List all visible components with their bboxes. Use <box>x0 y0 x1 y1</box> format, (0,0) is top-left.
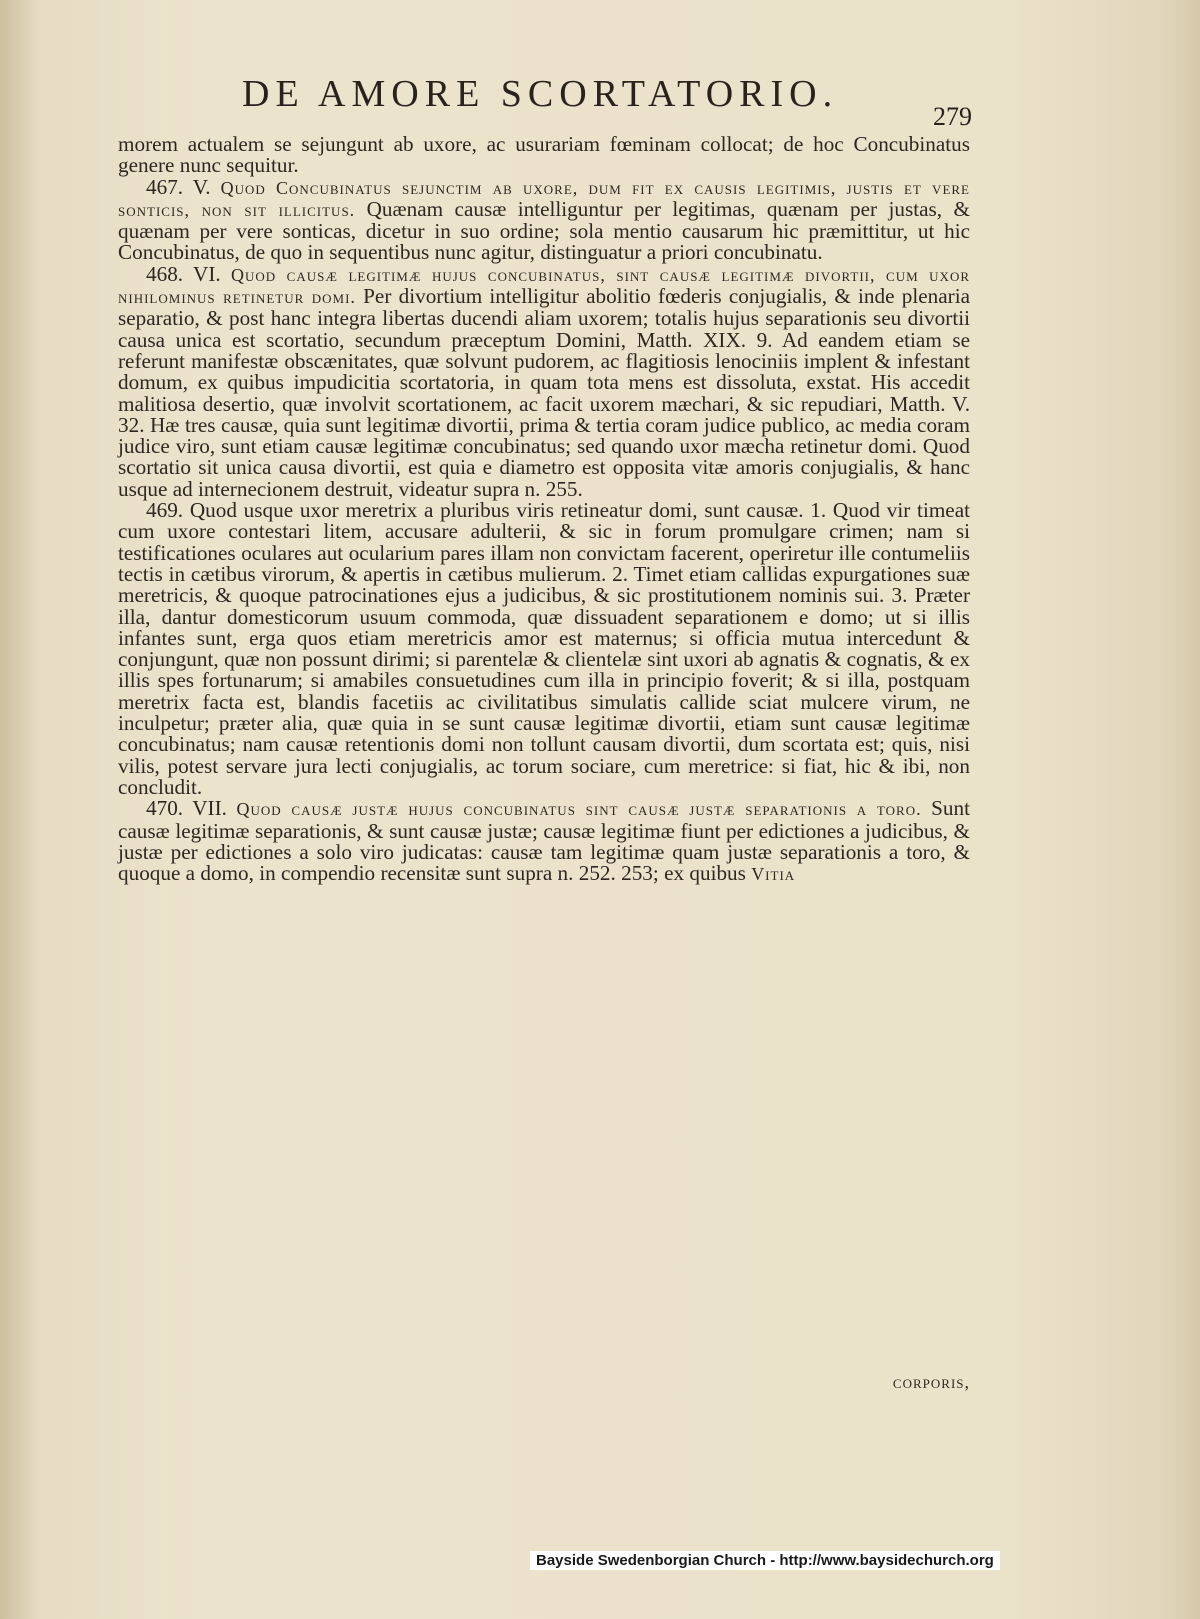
paragraph-467 <box>118 174 970 265</box>
section-number: 469. <box>146 498 184 523</box>
paragraph-text: Sunt causæ legitimæ separationis, & sunt causæ justæ; causæ legitimæ fiunt per edictiones a judicibus, & justæ per edictiones a solo viro judicatas: causæ tam legitimæ quam justæ separationis a toro, & quoque a domo, in compendio recensitæ sunt supra n. 252. 253; ex quibus <box>118 796 970 886</box>
paragraph-text: Quod usque uxor meretrix a pluribus viris retineatur domi, sunt causæ. 1. Quod vir timeat cum uxore contestari litem, accusare adulterii, & sic in forum promulgare crimen; nam si testificationes oculares aut ocularium pares illam non convictam facerent, operiretur ille contumeliis tectis in cætibus virorum, & apertis in cætibus mulierum. 2. Timet etiam callidas expurgationes suæ meretricis, & quoque patrocinationes ejus a judicibus, & sic prostitutionem nominis sui. 3. Præter illa, dantur domesticorum usuum commoda, quæ dissuadent separationem e domo; ut si illis infantes sunt, erga quos etiam meretricis amor est maternus; si officia mutua intercedunt & conjungunt, quæ non possunt dirimi; si parentelæ & clientelæ sint uxori ab agnatis & cognatis, & ex illis spes fortunarum; si amabiles consuetudines cum illa in principio foverit; & si illa, postquam meretrix facta est, blandis facetiis ac civilitatibus simulatis callide sciat mulcere virum, ne inculpetur; præter alia, quæ quia in se sunt causæ legitimæ divortii, etiam sunt causæ legitimæ concubinatus; nam causæ retentionis domi non tollunt causam divortii, dum scortata est; quis, nisi vilis, potest servare jura lecti conjugialis, ac torum sociare, cum meretrice: si fiat, hic & ibi, non concludit. <box>118 498 971 799</box>
paragraph-text: Per divortium intelligitur abolitio fœderis conjugialis, & inde plenaria separatio, & post hanc integra libertas ducendi aliam uxorem; totalis hujus separationis seu divortii causa unica est scortatio, secundum præceptum Domini, Matth. XIX. 9. Ad eandem etiam se referunt manifestæ obscænitates, quæ solvunt pudorem, ac flagitiosis lenociniis implent & infestant domum, ex quibus impudicitia scortatoria, in quam tota mens est dissoluta, exstat. His accedit malitiosa desertio, quæ involvit scortationem, ac facit uxorem mæchari, & sic repudiari, Matth. V. 32. Hæ tres causæ, quia sunt legitimæ divortii, prima & tertia coram judice publico, ac media coram judice viro, sunt etiam causæ legitimæ concubinatus; sed quando uxor mæcha retinetur domi. Quod scortatio sit unica causa divortii, est quia e diametro est opposita vitæ amoris conjugialis, & hanc usque ad internecionem destruit, videatur supra n. 255. <box>118 284 970 501</box>
section-number: 468. VI. <box>146 261 221 286</box>
catchword: corporis, <box>892 1372 970 1392</box>
paragraph-470 <box>118 798 970 885</box>
section-heading: Quod causæ legitimæ hujus concubinatus, sint causæ legitimæ divortii, cum uxor nihilominus retinetur domi. <box>118 264 970 308</box>
section-number: 470. VII. <box>146 796 227 821</box>
credit-watermark: Bayside Swedenborgian Church - http://www.baysidechurch.org <box>530 1551 1000 1570</box>
paragraph-text: Quænam causæ intelliguntur per legitimas, quænam per justas, & quænam per vere sonticas, dicetur in suo ordine; sola mentio causarum hic præmittitur, ut hic Concubinatus, de quo in sequentibus nunc agitur, distinguatur a priori concubinatu. <box>118 196 970 265</box>
running-title: DE AMORE SCORTATORIO. <box>242 73 839 115</box>
paragraph-continuation: morem actualem se sejungunt ab uxore, ac usurariam fœminam collocat; de hoc Concubinatus genere nunc sequitur. <box>118 132 970 178</box>
paragraph-468 <box>118 261 970 501</box>
paragraph-tail: Vitia <box>751 864 796 885</box>
paragraph-469 <box>118 500 970 798</box>
section-heading: Quod causæ justæ hujus concubinatus sint causæ justæ separationis a toro. <box>236 799 922 820</box>
section-number: 467. V. <box>146 174 211 199</box>
page-header <box>242 72 972 132</box>
section-heading: Quod Concubinatus sejunctim ab uxore, dum fit ex causis legitimis, justis et vere sonticis, non sit illicitus. <box>118 177 970 220</box>
page-number: 279 <box>933 102 972 131</box>
body-text <box>118 134 970 885</box>
